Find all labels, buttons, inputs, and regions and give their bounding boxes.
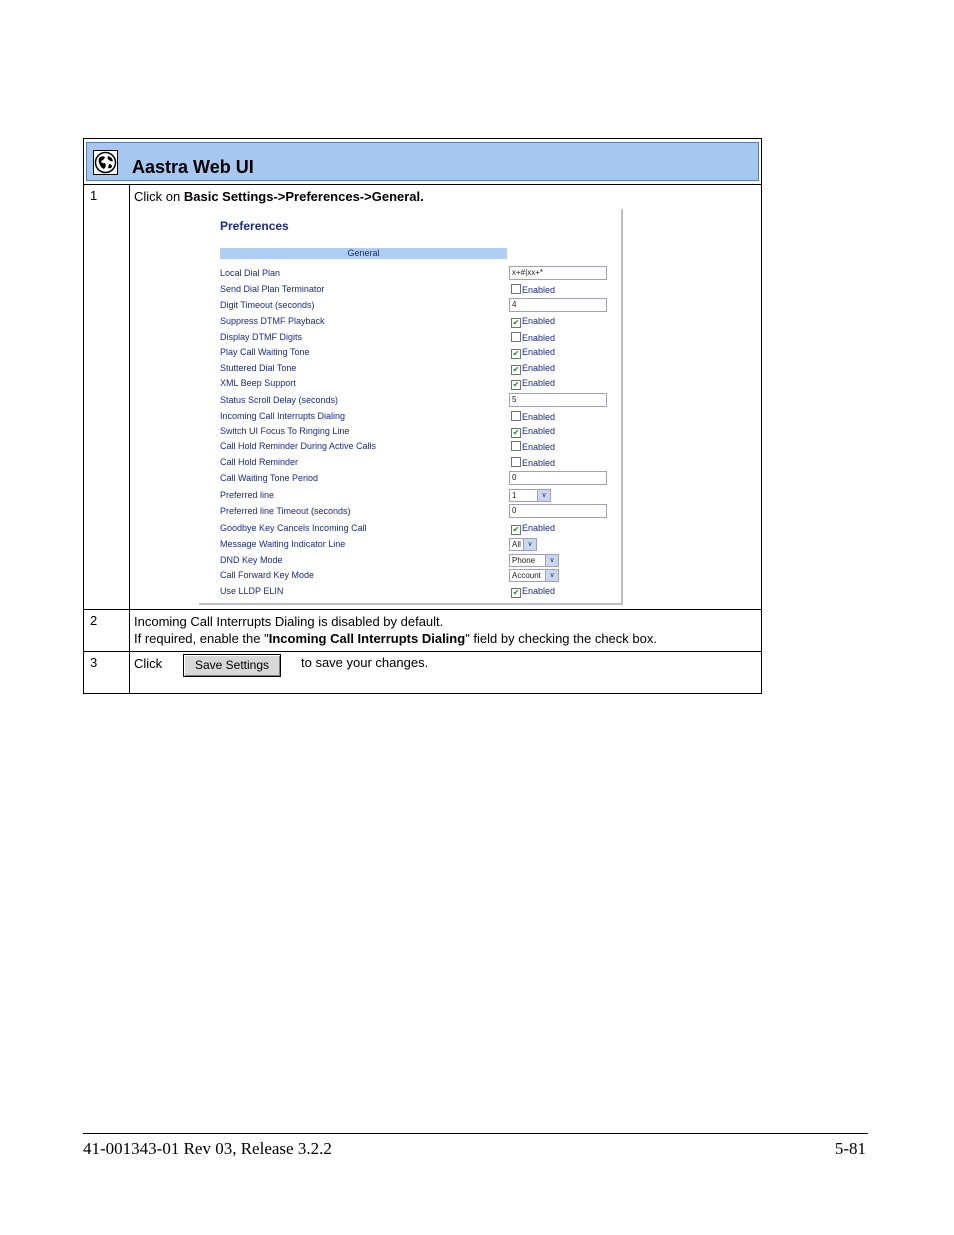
save-settings-button[interactable]: Save Settings [183,654,281,677]
step-text: Click [134,656,163,671]
pref-input[interactable]: 0 [509,471,607,485]
pref-label: Play Call Waiting Tone [220,347,310,357]
pref-select[interactable] [509,538,537,551]
pref-label: Status Scroll Delay (seconds) [220,395,339,405]
pref-input[interactable]: x+#|xx+* [509,266,607,280]
pref-label: Send Dial Plan Terminator [220,284,325,294]
preferences-title: Preferences [220,219,289,233]
pref-label: Preferred line [220,490,275,500]
table-header [84,139,761,185]
pref-label: DND Key Mode [220,555,283,565]
preferences-screenshot [199,209,623,605]
pref-label: Call Hold Reminder During Active Calls [220,441,377,451]
pref-label: Switch UI Focus To Ringing Line [220,426,350,436]
checkmark-icon[interactable]: ✔ [512,428,520,437]
pref-checkbox[interactable] [511,316,555,328]
pref-label: Call Waiting Tone Period [220,473,319,483]
document-revision: 41-001343-01 Rev 03, Release 3.2.2 [83,1139,332,1158]
checkbox-label: Enabled [522,458,556,468]
pref-checkbox[interactable] [511,411,555,422]
pref-label: Use LLDP ELIN [220,586,284,596]
checkmark-icon[interactable]: ✔ [512,525,520,534]
pref-label: Suppress DTMF Playback [220,316,325,326]
checkbox-empty-icon[interactable] [511,284,521,294]
select-value: 1 [512,491,517,500]
header-title: Aastra Web UI [132,157,254,177]
menu-path: Basic Settings->Preferences->General. [183,189,424,204]
pref-label: Local Dial Plan [220,268,281,278]
pref-label: Stuttered Dial Tone [220,363,297,373]
step-number: 2 [84,610,130,651]
chevron-down-icon[interactable]: ∨ [545,570,558,581]
select-value: All [512,540,521,549]
pref-checkbox[interactable] [511,523,555,535]
step-text-suffix: to save your changes. [301,655,429,670]
chevron-down-icon[interactable]: ∨ [537,490,550,501]
checkbox-empty-icon[interactable] [511,332,521,342]
checkbox-label: Enabled [522,316,556,326]
chevron-down-icon[interactable]: ∨ [545,555,558,566]
checkbox-label: Enabled [522,378,556,388]
pref-checkbox[interactable] [511,347,555,359]
step-row-3 [84,652,761,694]
step-number: 3 [84,652,130,694]
checkbox-label: Enabled [522,363,556,373]
select-value: Phone [512,556,536,565]
checkmark-icon[interactable]: ✔ [512,365,520,374]
pref-select[interactable] [509,554,559,567]
pref-label: Goodbye Key Cancels Incoming Call [220,523,367,533]
step-text: Click on Basic Settings->Preferences->General. [134,189,424,204]
pref-label: Call Forward Key Mode [220,570,315,580]
checkbox-label: Enabled [522,347,556,357]
pref-label: Preferred line Timeout (seconds) [220,506,351,516]
pref-label: Message Waiting Indicator Line [220,539,346,549]
pref-checkbox[interactable] [511,284,555,295]
pref-label: Display DTMF Digits [220,332,303,342]
checkbox-empty-icon[interactable] [511,411,521,421]
pref-checkbox[interactable] [511,586,555,598]
pref-checkbox[interactable] [511,457,555,468]
checkbox-label: Enabled [522,333,556,343]
checkmark-icon[interactable]: ✔ [512,588,520,597]
footer-divider [83,1133,868,1134]
pref-checkbox[interactable] [511,426,555,438]
header-bar [86,142,759,181]
procedure-table [83,138,762,694]
pref-checkbox[interactable] [511,332,555,343]
pref-input[interactable]: 5 [509,393,607,407]
pref-label: Call Hold Reminder [220,457,299,467]
checkbox-label: Enabled [522,442,556,452]
pref-select[interactable] [509,569,559,582]
checkbox-empty-icon[interactable] [511,441,521,451]
step-text: Incoming Call Interrupts Dialing is disabled by default. If required, enable the "Incoming Call Interrupts Dialing" field by checking the check box. [134,614,657,646]
step-row-2 [84,610,761,652]
pref-checkbox[interactable] [511,363,555,375]
page-number: 5-81 [834,1139,866,1158]
pref-label: Digit Timeout (seconds) [220,300,315,310]
checkbox-empty-icon[interactable] [511,457,521,467]
pref-input[interactable]: 0 [509,504,607,518]
pref-checkbox[interactable] [511,441,555,452]
step-row-1 [84,185,761,610]
checkbox-label: Enabled [522,426,556,436]
pref-label: XML Beep Support [220,378,296,388]
globe-icon [93,150,118,180]
checkmark-icon[interactable]: ✔ [512,318,520,327]
step-number: 1 [84,185,130,609]
checkmark-icon[interactable]: ✔ [512,349,520,358]
section-general: General [220,248,507,259]
chevron-down-icon[interactable]: ∨ [523,539,536,550]
checkmark-icon[interactable]: ✔ [512,380,520,389]
pref-checkbox[interactable] [511,378,555,390]
pref-select[interactable] [509,489,551,502]
select-value: Account [512,571,541,580]
pref-input[interactable]: 4 [509,298,607,312]
pref-label: Incoming Call Interrupts Dialing [220,411,346,421]
checkbox-label: Enabled [522,412,556,422]
checkbox-label: Enabled [522,523,556,533]
checkbox-label: Enabled [522,285,556,295]
checkbox-label: Enabled [522,586,556,596]
